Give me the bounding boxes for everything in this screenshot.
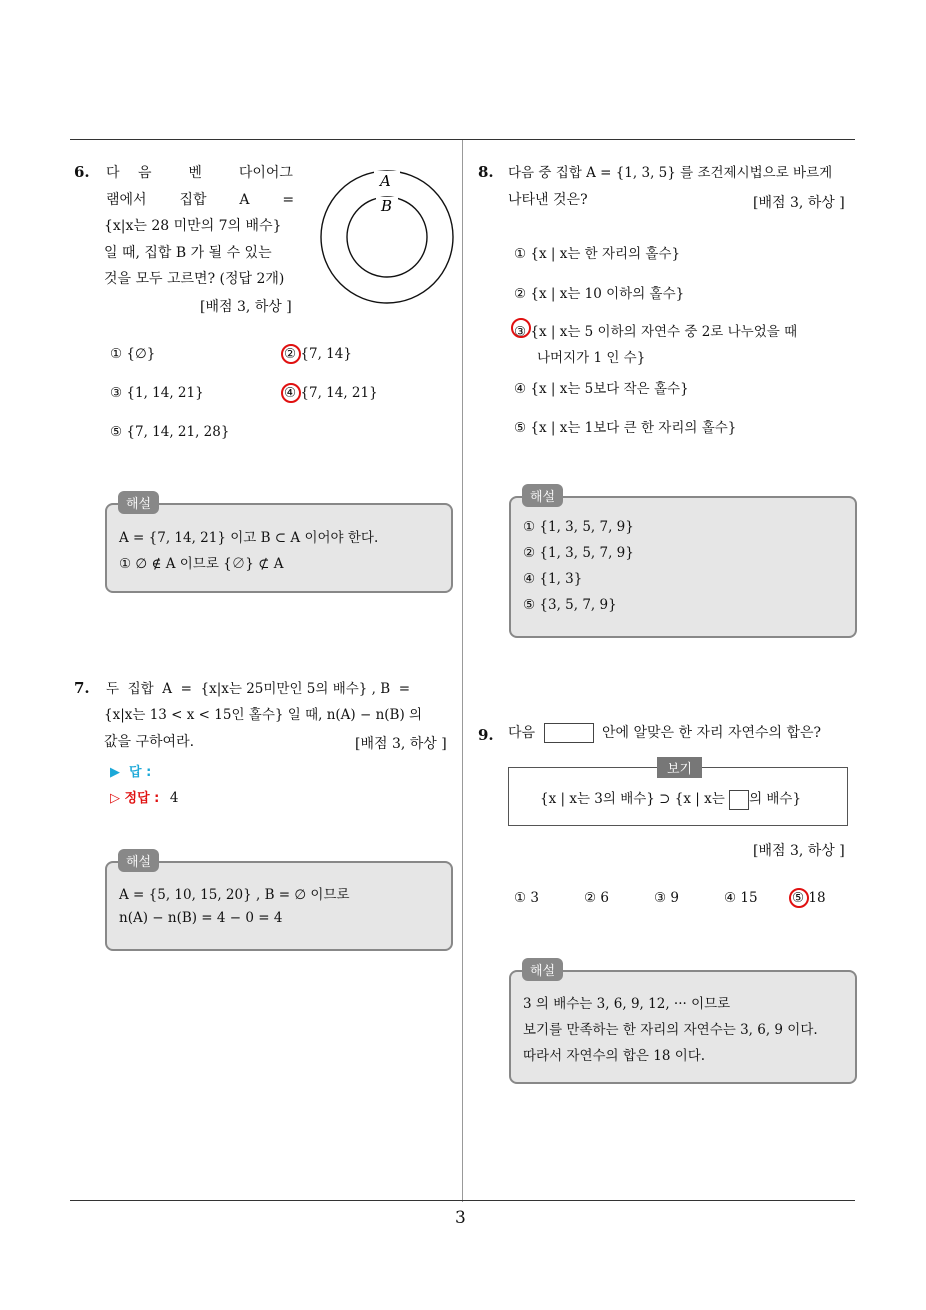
explanation-line: ① {1, 3, 5, 7, 9} [523, 519, 634, 535]
bogi-text: {x | x는 3의 배수} ⊃ {x | x는 [540, 791, 725, 807]
explanation-tag: 해설 [118, 491, 159, 514]
option-5[interactable]: ⑤ {x | x는 1보다 큰 한 자리의 홀수} [514, 420, 737, 436]
correct-answer-row [110, 787, 178, 806]
option-4[interactable]: ④ 15 [724, 890, 758, 906]
question-text-line: 두 집합 A = {x|x는 25미만인 5의 배수} , B = [106, 681, 411, 697]
option-2[interactable]: ② {7, 14} [284, 346, 352, 362]
option-3[interactable]: ③ {x | x는 5 이하의 자연수 중 2로 나누었을 때 [514, 324, 798, 340]
correct-answer-value: 4 [169, 790, 179, 806]
question-text-line: 것을 모두 고르면? (정답 2개) [104, 271, 285, 287]
explanation-line: ⑤ {3, 5, 7, 9} [523, 597, 617, 613]
option-2[interactable]: ② {x | x는 10 이하의 홀수} [514, 286, 685, 302]
question-text-part: 안에 알맞은 한 자리 자연수의 합은? [601, 725, 822, 741]
selected-answer-mark [511, 318, 531, 338]
blank-box [544, 723, 594, 743]
question-text-line: {x|x는 13 < x < 15인 홀수} 일 때, n(A) − n(B) 의 [104, 707, 423, 723]
venn-outer-circle [321, 171, 453, 303]
explanation-line: ② {1, 3, 5, 7, 9} [523, 545, 634, 561]
question-meta: [배점 3, 하상 ] [753, 195, 845, 211]
question-text-line: 일 때, 집합 B 가 될 수 있는 [104, 245, 272, 261]
option-4[interactable]: ④ {x | x는 5보다 작은 홀수} [514, 381, 689, 397]
explanation-line: A = {7, 14, 21} 이고 B ⊂ A 이어야 한다. [119, 530, 379, 546]
explanation-tag: 해설 [118, 849, 159, 872]
bottom-rule [70, 1200, 855, 1201]
option-3[interactable]: ③ 9 [654, 890, 679, 906]
question-text-line: 나타낸 것은? [508, 192, 588, 208]
question-text-line: {x|x는 28 미만의 7의 배수} [104, 218, 282, 234]
question-number: 9. [478, 726, 494, 744]
explanation-line: 따라서 자연수의 합은 18 이다. [523, 1048, 706, 1064]
selected-answer-mark [281, 344, 301, 364]
question-meta: [배점 3, 하상 ] [753, 843, 845, 859]
explanation-tag: 해설 [522, 484, 563, 507]
option-3[interactable]: ③ {1, 14, 21} [110, 385, 204, 401]
explanation-box [105, 503, 453, 593]
question-text-line: 램에서 집합 A = [106, 192, 295, 208]
column-divider [462, 140, 463, 1202]
question-text-part: 다음 [508, 725, 536, 741]
option-3-continued: 나머지가 1 인 수} [537, 350, 646, 366]
bogi-content [540, 787, 801, 810]
option-1[interactable]: ① 3 [514, 890, 539, 906]
explanation-line: 보기를 만족하는 한 자리의 자연수는 3, 6, 9 이다. [523, 1022, 818, 1038]
option-1[interactable]: ① {∅} [110, 346, 156, 362]
venn-label-b: B [381, 197, 393, 215]
option-5[interactable]: ⑤ 18 [792, 890, 826, 906]
bogi-text: 의 배수} [749, 791, 802, 807]
bogi-tag: 보기 [657, 757, 702, 778]
explanation-box [509, 496, 857, 638]
question-number: 6. [74, 163, 90, 181]
venn-label-a: A [380, 172, 391, 190]
question-text-line [508, 720, 821, 746]
question-text-line: 값을 구하여라. [104, 734, 195, 750]
explanation-line: n(A) − n(B) = 4 − 0 = 4 [119, 910, 283, 926]
question-text-line: 다 음 벤 다이어그 [106, 165, 293, 181]
page-number: 3 [455, 1208, 466, 1228]
venn-diagram [318, 165, 458, 310]
correct-answer-label: ▷ 정답 : [110, 791, 160, 806]
explanation-box [105, 861, 453, 951]
selected-answer-mark [281, 383, 301, 403]
option-2[interactable]: ② 6 [584, 890, 609, 906]
question-number: 7. [74, 679, 90, 697]
answer-label: ▶ 답 : [110, 765, 152, 780]
question-number: 8. [478, 163, 494, 181]
answer-input[interactable] [180, 758, 380, 778]
explanation-line: 3 의 배수는 3, 6, 9, 12, ··· 이므로 [523, 996, 731, 1012]
explanation-line: ① ∅ ∉ A 이므로 {∅} ⊄ A [119, 556, 284, 572]
option-5[interactable]: ⑤ {7, 14, 21, 28} [110, 424, 230, 440]
bogi-blank [729, 790, 749, 810]
question-text-line: 다음 중 집합 A = {1, 3, 5} 를 조건제시법으로 바르게 [508, 165, 833, 181]
explanation-tag: 해설 [522, 958, 563, 981]
question-meta: [배점 3, 하상 ] [355, 736, 447, 752]
question-meta: [배점 3, 하상 ] [200, 299, 292, 315]
option-4[interactable]: ④ {7, 14, 21} [284, 385, 378, 401]
option-1[interactable]: ① {x | x는 한 자리의 홀수} [514, 246, 681, 262]
selected-answer-mark [789, 888, 809, 908]
explanation-line: ④ {1, 3} [523, 571, 583, 587]
explanation-line: A = {5, 10, 15, 20} , B = ∅ 이므로 [119, 887, 350, 903]
